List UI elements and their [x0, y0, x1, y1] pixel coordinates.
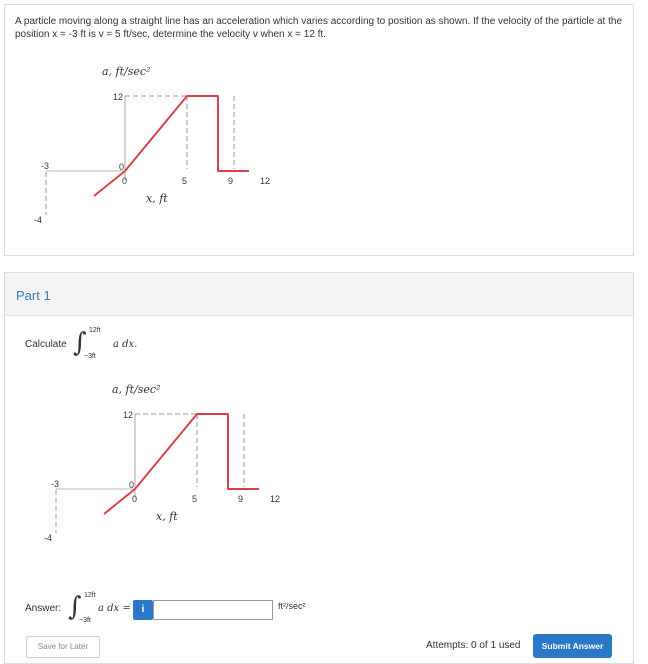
- series-line-a-x-: [104, 414, 259, 514]
- answer-integrand: a dx =: [98, 603, 131, 614]
- tick-x12: 12: [270, 494, 281, 504]
- attempts-text: Attempts: 0 of 1 used: [426, 640, 521, 651]
- tick-x-neg3: -3: [51, 479, 60, 489]
- x-axis-label: x, ft: [156, 510, 178, 523]
- tick-x0: 0: [122, 176, 128, 186]
- answer-input[interactable]: [153, 600, 273, 620]
- integral-sign: ∫: [73, 328, 87, 358]
- tick-y0: 0: [119, 162, 125, 172]
- answer-lower-limit: −3ft: [79, 617, 91, 624]
- tick-y12: 12: [123, 410, 134, 420]
- tick-x12: 12: [260, 176, 271, 186]
- tick-y-neg4: -4: [44, 533, 53, 543]
- part-title: Part 1: [16, 288, 51, 303]
- answer-label: Answer:: [25, 603, 62, 614]
- tick-y-neg4: -4: [34, 215, 43, 225]
- acceleration-curve: [104, 414, 259, 514]
- y-axis-label: a, ft/sec²: [102, 65, 151, 78]
- lower-limit: −3ft: [84, 353, 96, 360]
- tick-x0: 0: [132, 494, 138, 504]
- part-1-header: [5, 273, 633, 316]
- answer-integral-sign: ∫: [68, 592, 82, 622]
- submit-answer-button[interactable]: Submit Answer: [533, 634, 612, 658]
- figure-2: [40, 376, 300, 558]
- tick-x9: 9: [238, 494, 244, 504]
- figure-1: [30, 58, 290, 240]
- tick-x-neg3: -3: [41, 161, 50, 171]
- calculate-label: Calculate: [25, 339, 67, 350]
- answer-upper-limit: 12ft: [84, 592, 96, 599]
- x-axis-label: x, ft: [146, 192, 168, 205]
- tick-x5: 5: [192, 494, 198, 504]
- tick-y0: 0: [129, 480, 135, 490]
- integrand: a dx.: [113, 339, 138, 350]
- upper-limit: 12ft: [89, 327, 101, 334]
- tick-x9: 9: [228, 176, 234, 186]
- answer-units: ft²/sec²: [278, 601, 306, 611]
- acceleration-curve: [94, 96, 249, 196]
- info-button[interactable]: i: [133, 600, 153, 620]
- series-line-a-x-: [94, 96, 249, 196]
- y-axis-label: a, ft/sec²: [112, 383, 161, 396]
- save-for-later-button[interactable]: Save for Later: [26, 636, 100, 658]
- tick-x5: 5: [182, 176, 188, 186]
- tick-y12: 12: [113, 92, 124, 102]
- problem-prompt: A particle moving along a straight line has an acceleration which varies according to position as shown. If the velocity of the particle at the position x = -3 ft is v = 5 ft/sec, determine the velocity v when x = 12 ft.: [15, 16, 623, 40]
